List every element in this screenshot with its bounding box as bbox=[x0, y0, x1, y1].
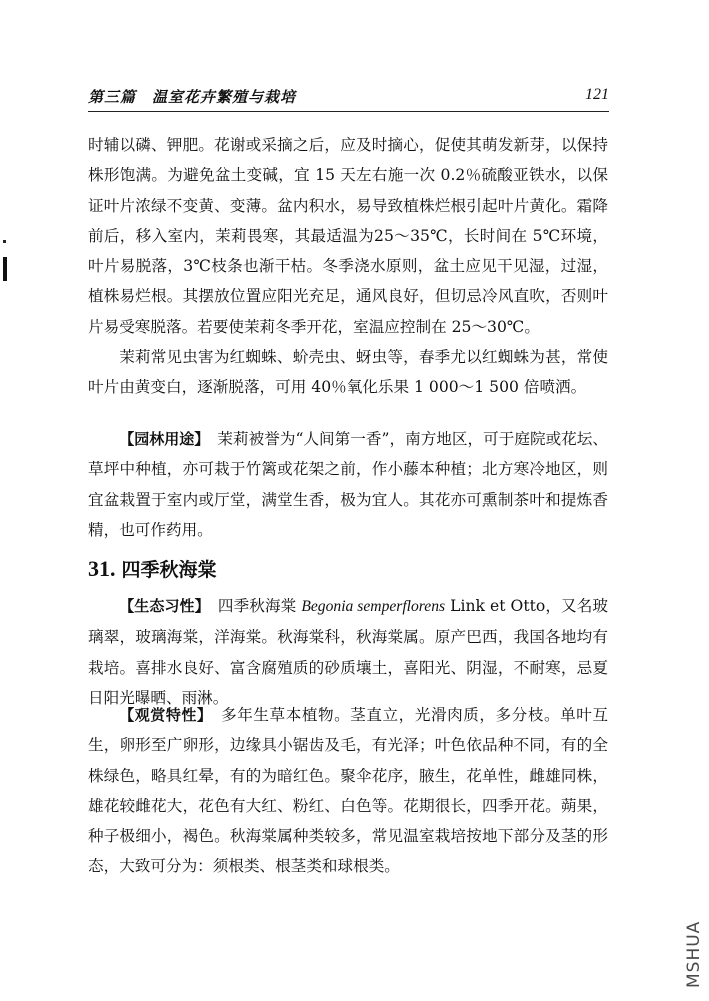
paragraph-ornamental bbox=[88, 700, 608, 882]
watermark: MSHUA bbox=[684, 920, 704, 988]
garden-use-label: 【园林用途】 bbox=[119, 430, 202, 448]
paragraph-pests: 茉莉常见虫害为红蜘蛛、蚧壳虫、蚜虫等，春季尤以红蜘蛛为甚，常使叶片由黄变白，逐渐脱落，可用 40％氧化乐果 1 000～1 500 倍喷洒。 bbox=[88, 348, 608, 397]
paragraph-ecology bbox=[88, 591, 608, 713]
paragraph-garden-use bbox=[88, 424, 608, 545]
section-title: 四季秋海棠 bbox=[121, 559, 217, 581]
page-number: 121 bbox=[585, 86, 609, 103]
ecology-text-before: 四季秋海棠 bbox=[202, 597, 302, 615]
paragraph-care: 时辅以磷、钾肥。花谢或采摘之后，应及时摘心，促使其萌发新芽，以保持株形饱满。为避免盆土变碱，宜 15 天左右施一次 0.2％硫酸亚铁水，以保证叶片浓绿不变黄、变薄。盆内积水，易导致植株烂根引起叶片黄化。霜降前后，移入室内，茉莉畏寒，其最适温为25～35℃，长时间在 5℃环境，叶片易脱落，3℃枝条也渐干枯。冬季浇水原则，盆土应见干见湿，过湿，植株易烂根。其摆放位置应阳光充足，通风良好，但切忌冷风直吹，否则叶片易受寒脱落。若要使茉莉冬季开花，室温应控制在 25～30℃。 bbox=[88, 136, 608, 336]
chapter-title: 第三篇 温室花卉繁殖与栽培 bbox=[88, 88, 297, 106]
ecology-text-after: Link et Otto，又名玻璃翠，玻璃海棠，洋海棠。秋海棠科，秋海棠属。原产巴西，我国各地均有栽培。喜排水良好、富含腐殖质的砂质壤土，喜阳光、阴湿，不耐寒，忌夏日阳光曝晒、雨淋。 bbox=[88, 597, 608, 707]
header-rule bbox=[88, 111, 609, 112]
latin-name: Begonia semperflorens bbox=[301, 598, 446, 615]
section-number: 31. bbox=[88, 556, 116, 581]
running-header bbox=[88, 86, 609, 110]
margin-mark-dot bbox=[3, 240, 6, 243]
section-heading bbox=[88, 555, 217, 582]
ornamental-label: 【观赏特性】 bbox=[119, 706, 205, 724]
garden-use-text: 茉莉被誉为“人间第一香”，南方地区，可于庭院或花坛、草坪中种植，亦可栽于竹篱或花架之前，作小藤本种植；北方寒冷地区，则宜盆栽置于室内或厅堂，满堂生香，极为宜人。其花亦可熏制茶叶和提炼香精，也可作药用。 bbox=[88, 430, 608, 539]
ecology-label: 【生态习性】 bbox=[119, 597, 203, 615]
margin-mark bbox=[3, 257, 7, 281]
ornamental-text: 多年生草本植物。茎直立，光滑肉质，多分枝。单叶互生，卵形至广卵形，边缘具小锯齿及毛，有光泽；叶色依品种不同，有的全株绿色，略具红晕，有的为暗红色。聚伞花序，腋生，花单性，雌雄同株，雄花较雌花大，花色有大红、粉红、白色等。花期很长，四季开花。蒴果，种子极细小，褐色。秋海棠属种类较多，常见温室栽培按地下部分及茎的形态，大致可分为：须根类、根茎类和球根类。 bbox=[88, 706, 608, 876]
